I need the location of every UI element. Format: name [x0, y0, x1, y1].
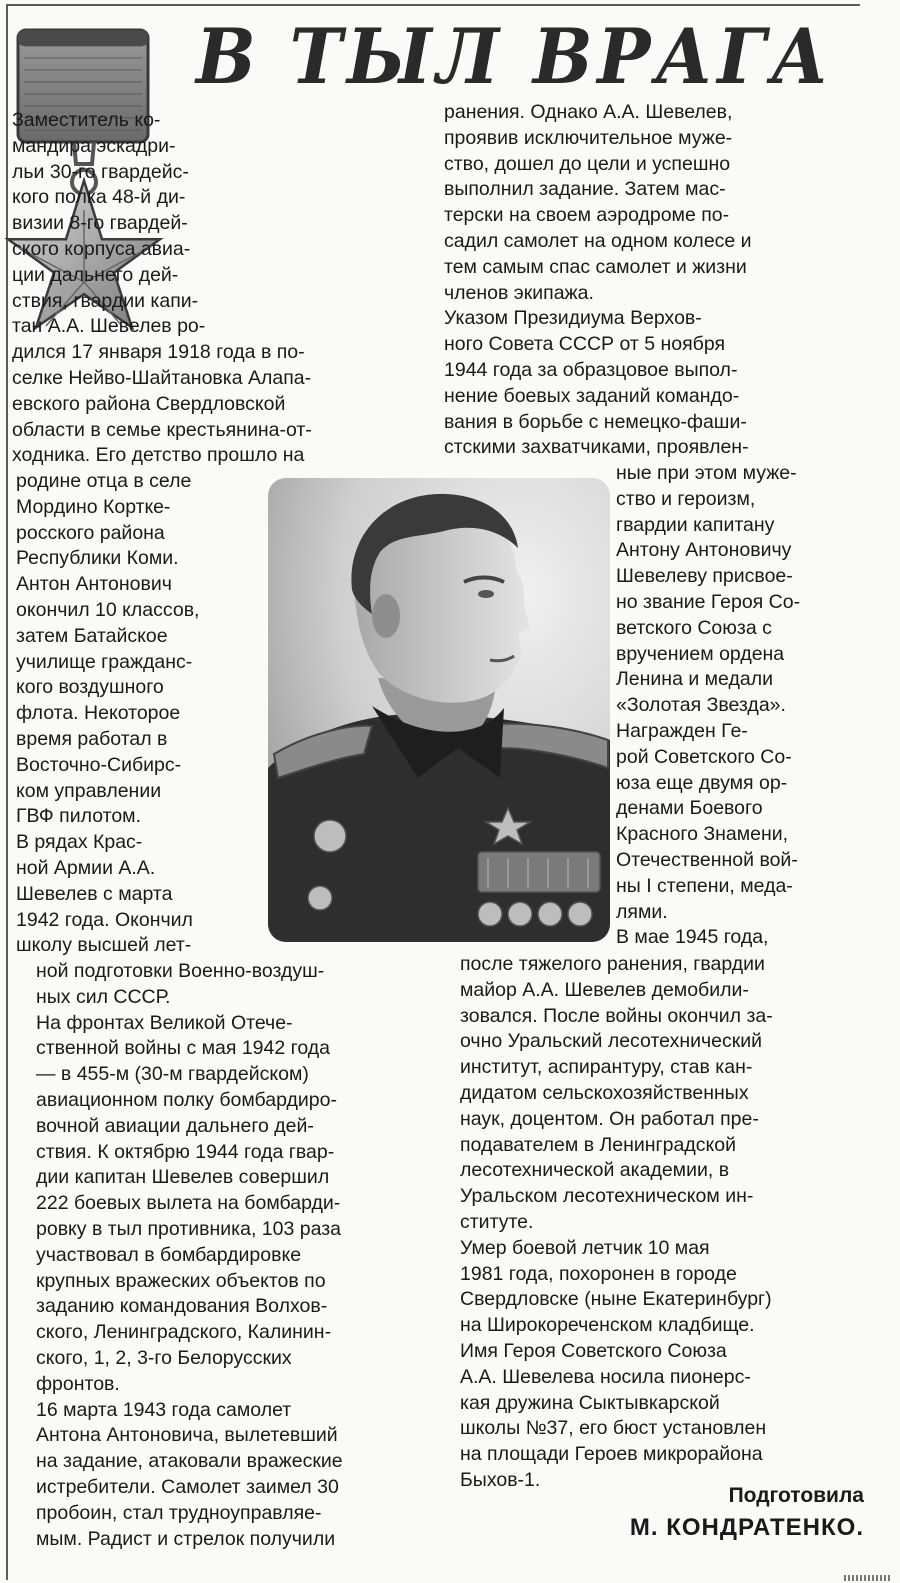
text-line: — в 455-м (30-м гвардейском) [36, 1063, 309, 1086]
text-line: Антон Антонович [16, 573, 172, 596]
text-line: крупных вражеских объектов по [36, 1269, 326, 1292]
text-line: 222 боевых вылета на бомбарди- [36, 1192, 341, 1215]
text-line: ной Армии А.А. [16, 856, 156, 879]
text-line: Указом Президиума Верхов- [444, 307, 702, 330]
text-line: Отечественной вой- [616, 848, 798, 871]
text-line: Мордино Корткe- [16, 495, 171, 518]
text-line: 1981 года, похоронен в городе [460, 1262, 737, 1285]
text-line: институт, аспирантуру, став кан- [460, 1056, 753, 1079]
text-line: Заместитель ко- [12, 109, 161, 131]
text-line: селке Нейво-Шайтановка Алапа- [12, 366, 312, 389]
text-line: рой Советского Со- [616, 745, 792, 768]
text-line: школу высшей лет- [16, 934, 192, 957]
text-line: ции дальнего дей- [12, 263, 179, 286]
text-line: Красного Знамени, [616, 823, 789, 846]
text-line: ственной войны с мая 1942 года [36, 1037, 330, 1060]
text-line: членов экипажа. [444, 281, 594, 304]
text-line: области в семье крестьянина-от- [12, 418, 312, 441]
text-line: мым. Радист и стрелок получили [36, 1527, 336, 1550]
text-line: Награжден Ге- [616, 719, 748, 742]
text-line: дидатом сельскохозяйственных [460, 1081, 749, 1104]
article-text-col2-bottom [460, 952, 856, 1494]
text-line: вручением ордена [616, 642, 785, 665]
text-line: ского, Ленинградского, Калинин- [36, 1321, 332, 1344]
text-line: льи 30-го гвардейс- [12, 160, 189, 183]
text-line: Свердловске (ныне Екатеринбург) [460, 1288, 772, 1311]
text-line: Уральском лесотехническом ин- [460, 1185, 754, 1208]
text-line: окончил 10 классов, [16, 598, 200, 621]
text-line: ных сил СССР. [36, 985, 171, 1008]
text-line: кого полка 48-й ди- [12, 186, 186, 209]
text-line: Шевелев с марта [16, 882, 173, 905]
text-line: участвовал в бомбардировке [36, 1243, 302, 1266]
text-line: ровку в тыл противника, 103 раза [36, 1217, 342, 1240]
text-line: нение боевых заданий командо- [444, 384, 740, 407]
text-line: В рядах Крас- [16, 831, 143, 854]
text-line: терски на своем аэродроме по- [444, 204, 730, 227]
text-line: после тяжелого ранения, гвардии [460, 953, 765, 975]
text-line: садил самолет на одном колесе и [444, 229, 752, 252]
text-line: Умер боевой летчик 10 мая [460, 1236, 710, 1259]
text-line: На фронтах Великой Отече- [36, 1011, 293, 1034]
text-line: Республики Коми. [16, 547, 179, 570]
text-line: А.А. Шевелева носила пионерс- [460, 1365, 751, 1388]
signature-name: М. КОНДРАТЕНКО. [629, 1514, 864, 1541]
text-line: школы №37, его бюст установлен [460, 1417, 767, 1440]
text-line: ные при этом муже- [616, 462, 797, 484]
scan-edge-mark [844, 1575, 892, 1581]
text-line: время работал в [16, 727, 168, 750]
text-line: проявив исключительное муже- [444, 126, 733, 149]
text-line: на задание, атаковали вражеские [36, 1450, 343, 1473]
text-line: авиационном полку бомбардиро- [36, 1088, 337, 1111]
text-line: училище гражданс- [16, 650, 193, 673]
text-line: Ленина и медали [616, 668, 773, 691]
text-line: визии 8-го гвардей- [12, 212, 188, 235]
text-line: тем самым спас самолет и жизни [444, 255, 747, 278]
text-line: выполнил задание. Затем мас- [444, 178, 726, 201]
text-line: но звание Героя Со- [616, 590, 801, 613]
text-line: ной подготовки Военно-воздуш- [36, 960, 325, 982]
text-line: кого воздушного [16, 676, 164, 699]
text-line: мандира эскадри- [12, 134, 176, 157]
text-line: подавателем в Ленинградской [460, 1133, 736, 1156]
text-line: тан А.А. Шевелев ро- [12, 315, 206, 338]
article-text-col1-bottom [36, 959, 432, 1552]
text-line: ство и героизм, [616, 487, 756, 510]
text-line: ного Совета СССР от 5 ноября [444, 333, 726, 356]
text-line: стскими захватчиками, проявлен- [444, 436, 749, 459]
text-line: гвардии капитану [616, 513, 775, 536]
text-line: В мае 1945 года, [616, 926, 769, 949]
text-line: росского района [16, 521, 165, 544]
text-line: ство, дошел до цели и успешно [444, 152, 731, 175]
text-line: ствия. К октябрю 1944 года гвар- [36, 1140, 335, 1163]
text-line: пробоин, стал трудноуправляе- [36, 1501, 322, 1524]
text-line: флота. Некоторое [16, 702, 181, 725]
text-line: Антона Антоновича, вылетевший [36, 1424, 338, 1447]
text-line: евского района Свердловской [12, 392, 286, 415]
text-line: фронтов. [36, 1372, 120, 1395]
text-line: денами Боевого [616, 797, 763, 820]
text-line: лями. [616, 900, 668, 923]
text-line: ГВФ пилотом. [16, 805, 142, 828]
headline: В ТЫЛ ВРАГА [196, 12, 833, 101]
text-line: Восточно-Сибирс- [16, 753, 182, 776]
text-line: «Золотая Звезда». [616, 694, 786, 717]
article-text-col2-narrow [616, 461, 852, 951]
text-line: ны I степени, меда- [616, 874, 793, 897]
text-line: Антону Антоновичу [616, 539, 792, 562]
text-line: лесотехнической академии, в [460, 1159, 730, 1182]
text-line: очно Уральский лесотехнический [460, 1030, 763, 1053]
text-line: 1944 года за образцовое выпол- [444, 358, 738, 381]
text-line: ранения. Однако А.А. Шевелев, [444, 101, 733, 123]
text-line: дии капитан Шевелев совершил [36, 1166, 330, 1189]
text-line: истребители. Самолет заимел 30 [36, 1475, 339, 1498]
text-line: ветского Союза с [616, 616, 772, 639]
text-line: ходника. Его детство прошло на [12, 444, 305, 467]
article-text-col1-top [12, 108, 414, 469]
text-line: на Широкореченском кладбище. [460, 1314, 755, 1337]
text-line: зовался. После войны окончил за- [460, 1004, 773, 1027]
text-line: вания в борьбе с немецко-фаши- [444, 410, 747, 433]
article-text-col2-top [444, 100, 840, 461]
text-line: Имя Героя Советского Союза [460, 1339, 727, 1362]
text-line: на площади Героев микрорайона [460, 1443, 763, 1466]
text-line: затем Батайское [16, 624, 168, 647]
text-line: 16 марта 1943 года самолет [36, 1398, 292, 1421]
text-line: майор А.А. Шевелев демобили- [460, 978, 749, 1001]
text-line: ституте. [460, 1210, 534, 1233]
text-line: ского, 1, 2, 3-го Белорусских [36, 1346, 292, 1369]
portrait-photo [268, 478, 610, 942]
text-line: родине отца в селе [16, 470, 192, 492]
text-line: наук, доцентом. Он работал пре- [460, 1107, 759, 1130]
text-line: Шевелеву присвое- [616, 565, 793, 588]
text-line: заданию командования Волхов- [36, 1295, 328, 1318]
text-line: ского корпуса авиа- [12, 237, 191, 260]
text-line: Быхов-1. [460, 1468, 541, 1491]
text-line: ком управлении [16, 779, 162, 802]
text-line: кая дружина Сыктывкарской [460, 1391, 720, 1414]
text-line: вочной авиации дальнего дей- [36, 1114, 314, 1137]
text-line: 1942 года. Окончил [16, 908, 193, 931]
text-line: дился 17 января 1918 года в по- [12, 341, 305, 364]
article-text-col1-narrow [16, 469, 260, 959]
text-line: юза еще двумя ор- [616, 771, 788, 794]
text-line: ствия, гвардии капи- [12, 289, 199, 312]
signature-role: Подготовила [728, 1484, 864, 1507]
